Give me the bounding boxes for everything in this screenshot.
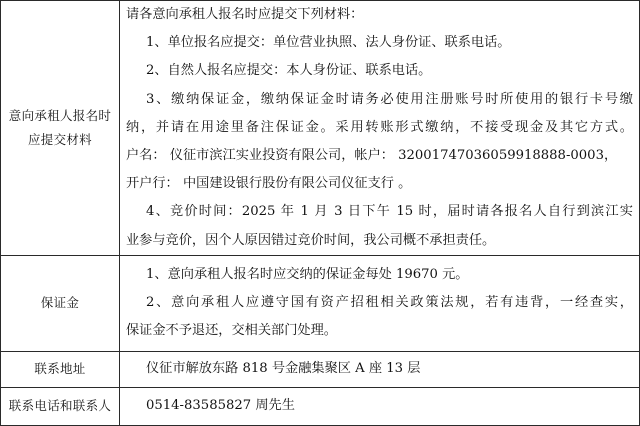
contact-label: 联系电话和联系人 bbox=[1, 387, 120, 425]
contact-row bbox=[1, 387, 640, 425]
materials-item-4-cont: 业参与竞价，因个人原因错过竞价时间，我公司概不承担责任。 bbox=[126, 232, 496, 248]
materials-label-line-2: 应提交材料 bbox=[27, 131, 92, 147]
contact-content bbox=[120, 387, 640, 425]
materials-item-2: 2、自然人报名应提交：本人身份证、联系电话。 bbox=[146, 63, 432, 79]
deposit-item-1: 1、意向承租人报名时应交纳的保证金每处 19670 元。 bbox=[146, 266, 469, 282]
bank-line: 开户行： 中国建设银行股份有限公司仪征支行 。 bbox=[126, 176, 412, 192]
materials-intro: 请各意向承租人报名时应提交下列材料： bbox=[126, 7, 364, 22]
contact-value: 0514-83585827 周先生 bbox=[146, 398, 295, 414]
deposit-row bbox=[1, 255, 640, 351]
address-label: 联系地址 bbox=[1, 351, 120, 387]
deposit-item-2: 2、意向承租人应遵守国有资产招租相关政策法规，若有违背，一经查实， bbox=[146, 295, 633, 311]
materials-item-1: 1、单位报名应提交：单位营业执照、法人身份证、联系电话。 bbox=[146, 35, 511, 51]
deposit-item-2-cont: 保证金不予退还，交相关部门处理。 bbox=[126, 323, 337, 339]
materials-item-4: 4、竞价时间：2025 年 1 月 3 日下午 15 时，届时请各报名人自行到滨江实 bbox=[146, 204, 633, 220]
deposit-content bbox=[120, 255, 640, 351]
materials-row bbox=[1, 1, 640, 256]
account-name-line: 户名： 仪征市滨江实业投资有限公司，帐户： 3200174703605991888​8-0003， bbox=[126, 147, 618, 163]
materials-item-3: 3、缴纳保证金，缴纳保证金时请务必使用注册账号时所使用的银行卡号缴 bbox=[146, 91, 633, 107]
materials-label-line-1: 意向承租人报名时 bbox=[8, 107, 112, 123]
address-row bbox=[1, 351, 640, 387]
materials-item-3-cont: 纳，并请在用途里备注保证金。采用转账形式缴纳，不接受现金及其它方式。 bbox=[126, 119, 633, 135]
address-content bbox=[120, 351, 640, 387]
address-value: 仪征市解放东路 818 号金融集聚区 A 座 13 层 bbox=[146, 361, 421, 377]
materials-label bbox=[1, 1, 120, 256]
deposit-label: 保证金 bbox=[1, 255, 120, 351]
materials-content bbox=[120, 1, 640, 256]
